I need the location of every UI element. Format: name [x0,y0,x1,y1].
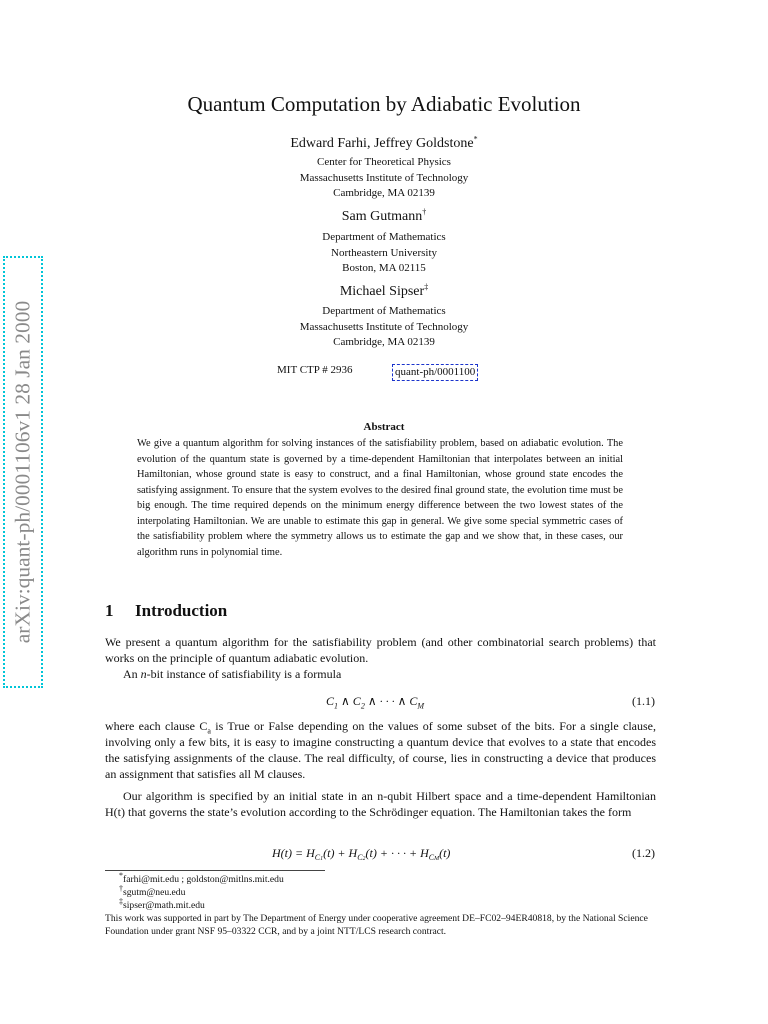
arxiv-stamp-text: arXiv:quant-ph/0001106v1 28 Jan 2000 [10,300,35,644]
funding-note: This work was supported in part by The Department of Energy under cooperative agreement DE–FC02–94ER40818, by the National Science Foundation under grant NSF 95–03322 CCR, and by a joint NTT/LCS research contract. [105,913,648,937]
author-names-1: Edward Farhi, Jeffrey Goldstone* [290,134,478,151]
section-heading [105,601,227,621]
footnote-1: *farhi@mit.edu ; goldston@mitlns.mit.edu [119,870,284,885]
equation-1-2-number: (1.2) [632,846,655,860]
arxiv-id-link[interactable]: quant-ph/0001100 [392,364,478,381]
author-name-2: Sam Gutmann† [341,207,427,224]
intro-paragraph-3: where each clause $C_a$ is True or False depending on the values of some subset of the bits. For a single clause, involving only a few bits, it is easy to imagine constructing a quantum device that evolves to a state that encodes the satisfying assignments of the clause. The real difficulty, of course, lies in constructing a device that produces an assignment that satisfies all M clauses. [105,719,656,781]
equation-1-2: $H(t) = H_{C1}(t) + H_{C2}(t)$ + · · · + $H_{CM}(t)$ [272,846,451,863]
footnote-2: †sgutm@neu.edu [119,883,186,898]
section-title: Introduction [135,601,228,620]
report-number: MIT CTP # 2936 [277,364,353,376]
abstract-heading: Abstract [363,421,405,433]
intro-paragraph-4: Our algorithm is specified by an initial state in an n-qubit Hilbert space and a time-dependent Hamiltonian H(t) that governs the state’s evolution according to the Schrödinger equation. The Hamiltonian takes the form [105,789,656,819]
section-number: 1 [105,601,114,620]
equation-1-1: $C_1$ ∧ $C_2$ ∧ · · · ∧ $C_M$ [326,694,425,711]
affiliation-1: Center for Theoretical Physics Massachusetts Institute of Technology Cambridge, MA 02139 [299,156,469,199]
footnote-rule [105,870,325,871]
intro-paragraph-1: We present a quantum algorithm for the satisfiability problem (and other combinatorial search problems) that works on the principle of quantum adiabatic evolution. [105,635,656,665]
affiliation-2: Department of Mathematics Northeastern University Boston, MA 02115 [322,231,446,274]
author-name-3: Michael Sipser‡ [339,282,429,299]
abstract-text: We give a quantum algorithm for solving instances of the satisfiability problem, based on adiabatic evolution. The evolution of the quantum state is governed by a time-dependent Hamiltonian that interpolates between an initial Hamiltonian, whose ground state is easy to construct, and a final Hamiltonian, whose ground state encodes the satisfying assignment. To ensure that the system evolves to the desired final ground state, the evolution time must be big enough. The time required depends on the minimum energy difference between the two lowest states of the interpolating Hamiltonian. We are unable to estimate this gap in general. We give some special symmetric cases of the satisfiability problem where the symmetry allows us to estimate the gap and we show that, in these cases, our algorithm runs in polynomial time. [137,438,623,558]
affiliation-3: Department of Mathematics Massachusetts Institute of Technology Cambridge, MA 02139 [299,305,469,348]
paper-title: Quantum Computation by Adiabatic Evolution [187,92,581,116]
footnote-3: ‡sipser@math.mit.edu [119,896,205,911]
intro-paragraph-2: An n-bit instance of satisfiability is a formula [123,667,342,681]
equation-1-1-number: (1.1) [632,694,655,708]
